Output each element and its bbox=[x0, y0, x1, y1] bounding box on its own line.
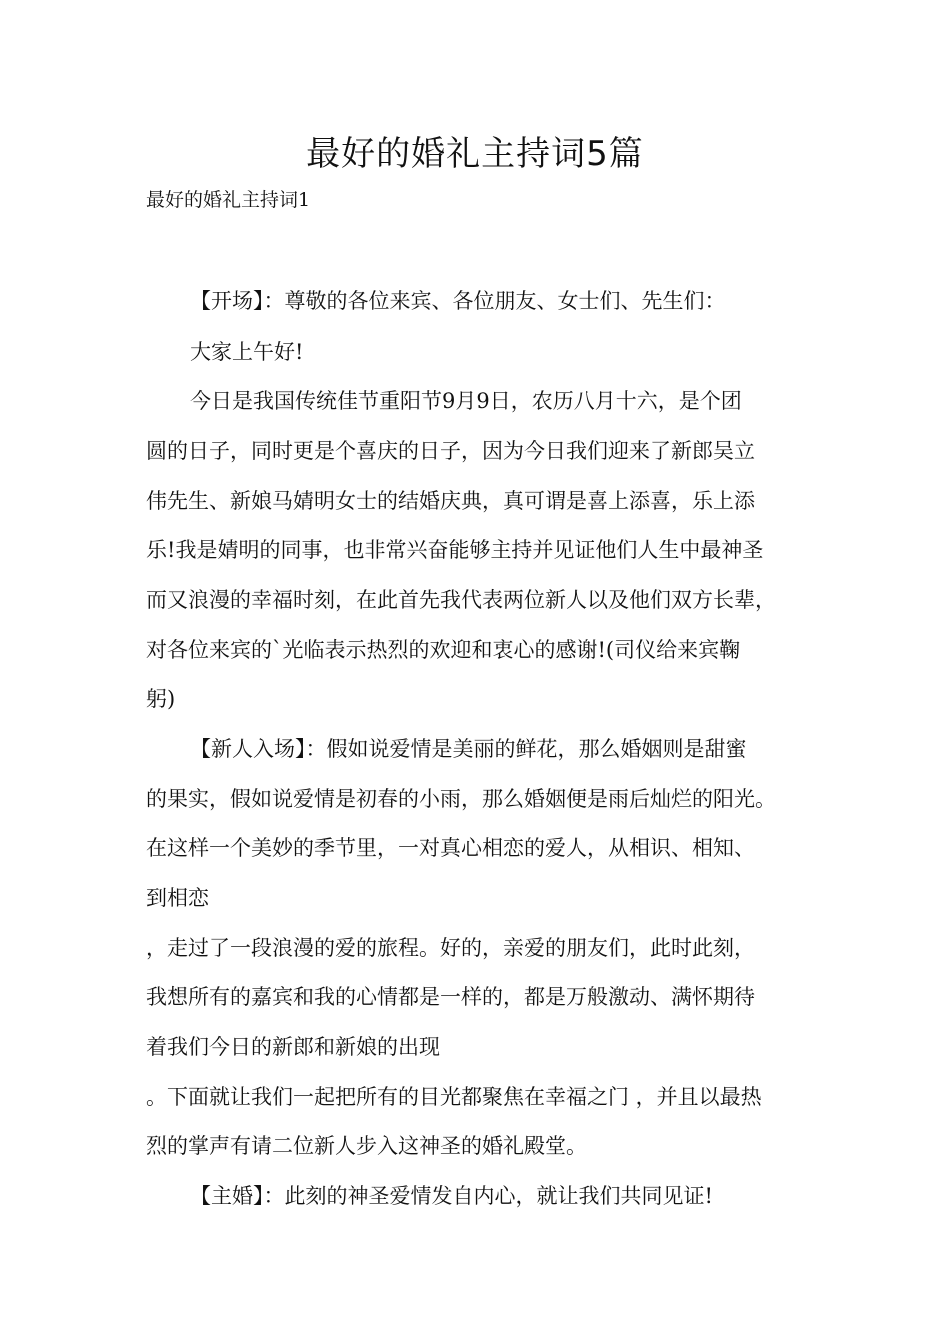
line-text: 对各位来宾的`光临表示热烈的欢迎和衷心的感谢!(司仪给来宾鞠 bbox=[146, 638, 741, 662]
paragraph-entrance-line-7 bbox=[146, 1032, 440, 1062]
paragraph-opening-line-1 bbox=[190, 286, 726, 316]
line-text: ：此刻的神圣爱情发自内心，就让我们共同见证! bbox=[263, 1184, 713, 1208]
paragraph-intro-line-1 bbox=[190, 386, 742, 416]
line-text: 在这样一个美妙的季节里，一对真心相恋的爱人，从相识、相知、 bbox=[146, 836, 755, 860]
line-text: 圆的日子，同时更是个喜庆的日子，因为今日我们迎来了新郎吴立 bbox=[146, 439, 755, 463]
paragraph-entrance-line-2 bbox=[146, 784, 776, 814]
section-label-officiant: 【主婚】 bbox=[190, 1184, 264, 1208]
line-text: 躬) bbox=[146, 687, 176, 711]
line-text: 我想所有的嘉宾和我的心情都是一样的，都是万般激动、满怀期待 bbox=[146, 985, 755, 1009]
paragraph-entrance-line-1 bbox=[190, 734, 747, 764]
paragraph-intro-line-5 bbox=[146, 585, 776, 615]
section-label-entrance: 【新人入场】 bbox=[190, 737, 306, 761]
section-label-opening: 【开场】 bbox=[190, 289, 264, 313]
paragraph-intro-line-3 bbox=[146, 486, 755, 516]
line-text: ：尊敬的各位来宾、各位朋友、女士们、先生们： bbox=[263, 289, 726, 313]
line-text: 烈的掌声有请二位新人步入这神圣的婚礼殿堂。 bbox=[146, 1134, 587, 1158]
line-text: 大家上午好! bbox=[190, 340, 304, 364]
paragraph-intro-line-4 bbox=[146, 535, 763, 565]
page-title: 最好的婚礼主持词5篇 bbox=[306, 134, 644, 174]
paragraph-greeting bbox=[190, 337, 303, 367]
paragraph-intro-line-6 bbox=[146, 635, 740, 665]
paragraph-entrance-line-8 bbox=[146, 1082, 762, 1112]
line-text: 的果实，假如说爱情是初春的小雨，那么婚姻便是雨后灿烂的阳光。 bbox=[146, 787, 776, 811]
paragraph-entrance-line-3 bbox=[146, 833, 755, 863]
line-text: 伟先生、新娘马婧明女士的结婚庆典，真可谓是喜上添喜，乐上添 bbox=[146, 489, 755, 513]
paragraph-entrance-line-6 bbox=[146, 982, 755, 1012]
line-text: ：假如说爱情是美丽的鲜花，那么婚姻则是甜蜜 bbox=[305, 737, 747, 761]
line-text: 今日是我国传统佳节重阳节9月9日，农历八月十六，是个团 bbox=[190, 389, 742, 413]
line-text: ，走过了一段浪漫的爱的旅程。好的，亲爱的朋友们，此时此刻， bbox=[146, 936, 755, 960]
line-text: 。下面就让我们一起把所有的目光都聚焦在幸福之门 ，并且以最热 bbox=[146, 1085, 762, 1109]
paragraph-entrance-line-4 bbox=[146, 883, 209, 913]
paragraph-entrance-line-5 bbox=[146, 933, 755, 963]
paragraph-entrance-line-9 bbox=[146, 1131, 587, 1161]
paragraph-intro-line-2 bbox=[146, 436, 755, 466]
paragraph-officiant-line-1 bbox=[190, 1181, 713, 1211]
paragraph-intro-line-7 bbox=[146, 684, 175, 714]
line-text: 到相恋 bbox=[146, 886, 209, 910]
line-text: 着我们今日的新郎和新娘的出现 bbox=[146, 1035, 440, 1059]
line-text: 乐!我是婧明的同事，也非常兴奋能够主持并见证他们人生中最神圣 bbox=[146, 538, 764, 562]
section-subtitle: 最好的婚礼主持词1 bbox=[146, 189, 311, 211]
line-text: 而又浪漫的幸福时刻，在此首先我代表两位新人以及他们双方长辈， bbox=[146, 588, 776, 612]
